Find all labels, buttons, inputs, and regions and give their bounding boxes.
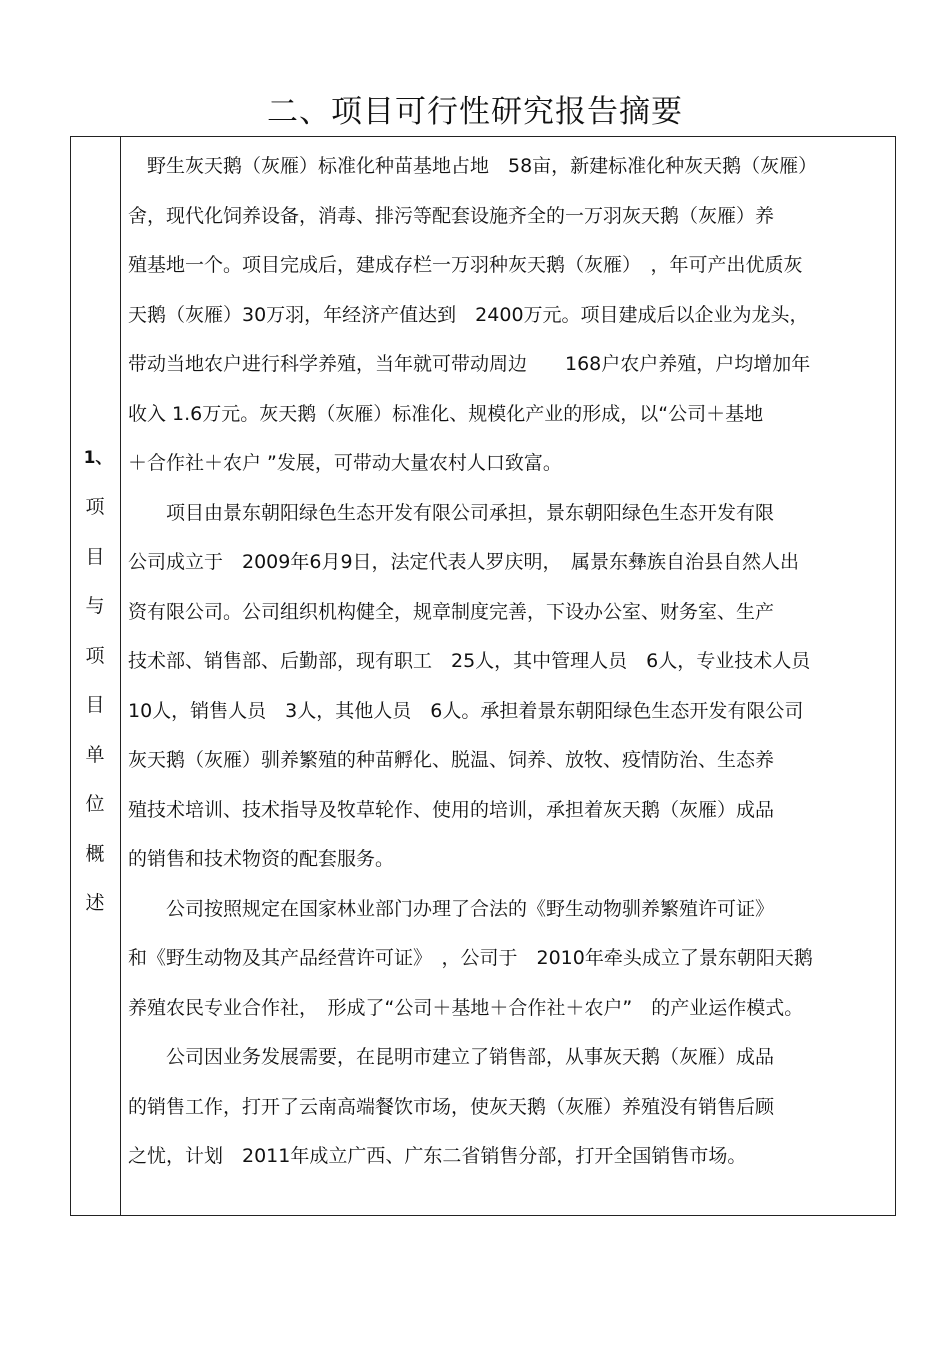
section-label-char: 单 <box>85 743 105 766</box>
text-line: 资有限公司。公司组织机构健全，规章制度完善，下设办公室、财务室、生产 <box>128 600 775 623</box>
text-line: 公司因业务发展需要，在昆明市建立了销售部，从事灰天鹅（灰雁）成品 <box>128 1046 775 1068</box>
section-label-char: 述 <box>85 892 105 914</box>
summary-content <box>128 142 888 1182</box>
section-label-char: 与 <box>85 595 105 617</box>
section-number: 1、 <box>83 448 113 468</box>
text-line: ＋合作社＋农户 ”发展，可带动大量农村人口致富。 <box>128 452 562 474</box>
text-line: 养殖农民专业合作社， 形成了“公司＋基地＋合作社＋农户” 的产业运作模式。 <box>128 996 804 1019</box>
section-label-char: 目 <box>85 545 105 568</box>
section-label-char: 位 <box>85 793 105 815</box>
text-line: 的销售和技术物资的配套服务。 <box>128 848 395 870</box>
column-divider <box>120 136 121 1216</box>
text-line: 公司成立于 2009年6月9日，法定代表人罗庆明， 属景东彝族自治县自然人出 <box>128 551 800 573</box>
text-line: 舍，现代化饲养设备，消毒、排污等配套设施齐全的一万羽灰天鹅（灰雁）养 <box>128 204 775 227</box>
text-line: 收入 1.6万元。灰天鹅（灰雁）标准化、规模化产业的形成，以“公司＋基地 <box>128 402 764 425</box>
text-line: 10人，销售人员 3人，其他人员 6人。承担着景东朝阳绿色生态开发有限公司 <box>128 699 804 722</box>
text-line: 带动当地农户进行科学养殖，当年就可带动周边 168户农户养殖，户均增加年 <box>128 353 811 375</box>
section-label-char: 概 <box>85 842 105 865</box>
text-line: 殖基地一个。项目完成后，建成存栏一万羽种灰天鹅（灰雁） ，年可产出优质灰 <box>128 254 803 276</box>
section-label-char: 项 <box>85 644 105 667</box>
text-line: 灰天鹅（灰雁）驯养繁殖的种苗孵化、脱温、饲养、放牧、疫情防治、生态养 <box>128 749 775 771</box>
text-line: 之忧，计划 2011年成立广西、广东二省销售分部，打开全国销售市场。 <box>128 1145 747 1167</box>
text-line: 野生灰天鹅（灰雁）标准化种苗基地占地 58亩，新建标准化种灰天鹅（灰雁） <box>128 155 818 177</box>
section-label-char: 项 <box>85 496 105 518</box>
text-line: 和《野生动物及其产品经营许可证》 ，公司于 2010年牵头成立了景东朝阳天鹅 <box>128 947 813 969</box>
text-line: 殖技术培训、技术指导及牧草轮作、使用的培训，承担着灰天鹅（灰雁）成品 <box>128 798 775 821</box>
text-line: 的销售工作，打开了云南高端餐饮市场，使灰天鹅（灰雁）养殖没有销售后顾 <box>128 1095 775 1118</box>
page-title: 二、项目可行性研究报告摘要 <box>267 94 683 130</box>
text-line: 技术部、销售部、后勤部，现有职工 25人，其中管理人员 6人，专业技术人员 <box>128 650 811 672</box>
section-label-char: 目 <box>85 694 105 716</box>
text-line: 天鹅（灰雁）30万羽，年经济产值达到 2400万元。项目建成后以企业为龙头， <box>128 303 809 326</box>
text-line: 公司按照规定在国家林业部门办理了合法的《野生动物驯养繁殖许可证》 <box>128 897 775 920</box>
section-label <box>70 433 120 929</box>
text-line: 项目由景东朝阳绿色生态开发有限公司承担，景东朝阳绿色生态开发有限 <box>128 501 775 524</box>
